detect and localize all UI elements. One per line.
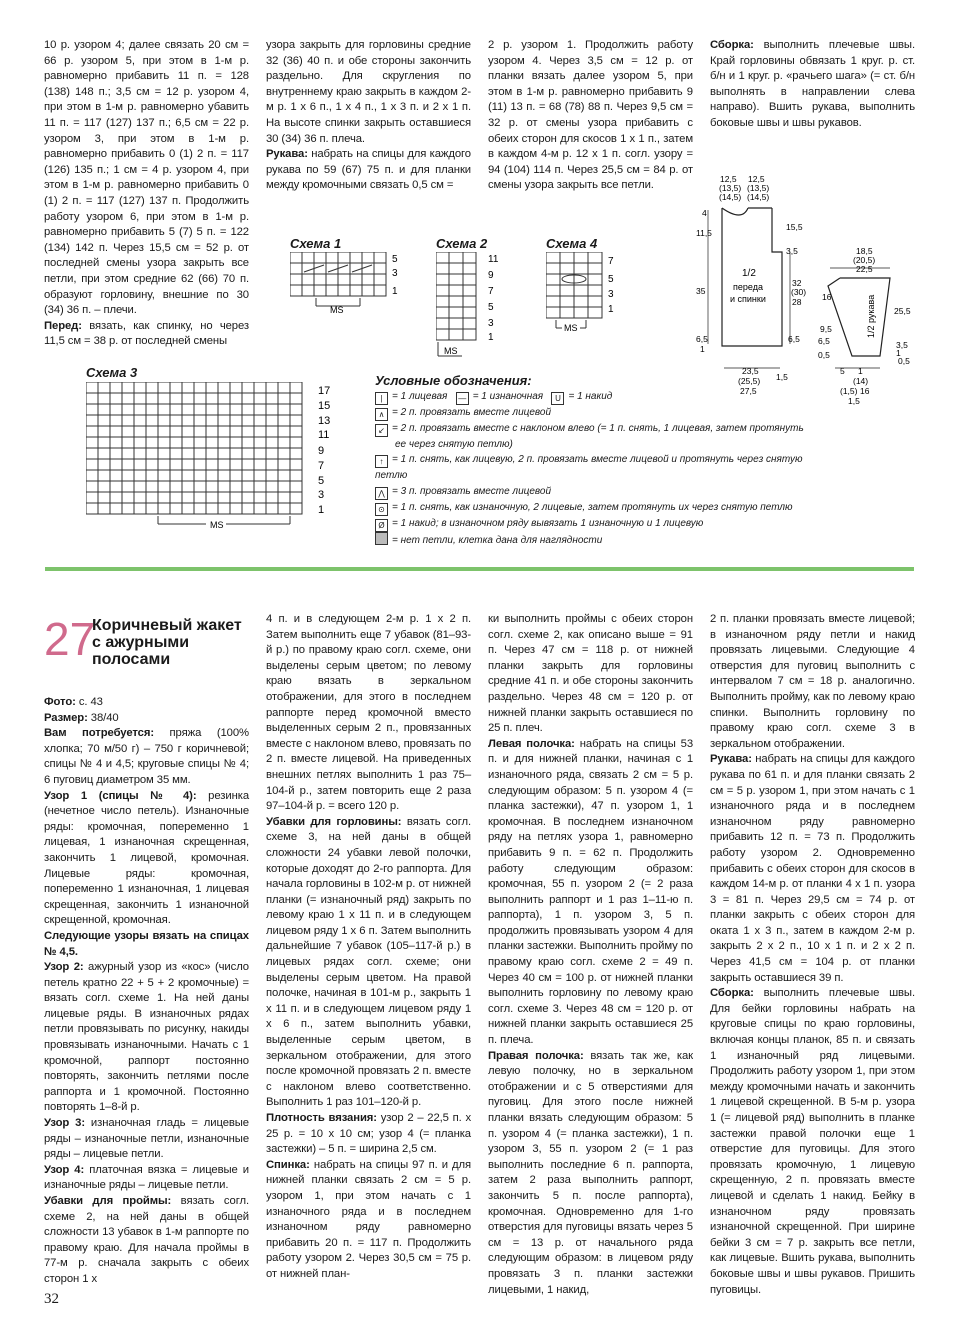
text-paragraph (710, 612, 915, 752)
scheme-2-row-label: 5 (488, 302, 494, 313)
dim-label: 23,5 (742, 366, 759, 376)
scheme-4-grid (546, 252, 626, 332)
scheme-2-grid (436, 252, 506, 362)
scheme-2-row-label: 3 (488, 318, 494, 329)
scheme-4-row-label: 7 (608, 256, 614, 267)
scheme-3-row-label: 9 (318, 445, 325, 457)
scheme-3-row-label: 1 (318, 504, 325, 516)
dim-label: 6,5 (696, 334, 708, 344)
paragraph-text: набрать на спицы для каждого рукава по 61 п. и для планки связать 2 см = 5 р. узором 1, при этом начать с 1 изнаночного ряда и в последнем изнаночном ряду равномерно прибавить 12 п. = 73 п. Продолжить работу узором 2. Одновременно прибавить с обеих сторон для скосов в каждом 14-м р. от планки 4 х 1 п. узора 3 = 81 п. Через 29,5 см = 74 р. от планки закрыть с обеих сторон для оката 1 х 3 п., затем в каждом 2-м р. закрыть 2 х 2 п., 10 х 1 п. и 2 х 2 п. Через 41,5 см = 104 р. от планки закрыть оставшиеся 39 п. (710, 753, 915, 984)
dim-label: (13,5) (747, 183, 770, 193)
legend-text: = 1 накид; в изнаночном ряду вывязать 1 изнаночную и 1 лицевую (392, 517, 704, 529)
text-paragraph (266, 1111, 471, 1158)
paragraph-text: набрать на спицы для каждого рукава по 59 (67) 75 п. и для планки между кромочными связать 0,5 см = (266, 148, 471, 192)
scheme-4-ms: MS (564, 323, 578, 332)
paragraph-text: вязать, как спинку, но через 11,5 см = 38 р. от последней смены (44, 319, 249, 348)
legend-row (375, 516, 835, 532)
legend-text: = 1 п. снять, как изнаночную, 2 лицевые, затем протянуть их через снятую петлю (392, 501, 793, 513)
knit-stitch-icon: | (375, 392, 388, 405)
scheme-3-row-label: 3 (318, 489, 325, 501)
legend-row (375, 437, 835, 453)
scheme-3-row-label: 13 (318, 415, 331, 427)
text-paragraph (266, 815, 471, 1111)
text-paragraph (710, 986, 915, 1298)
bottom-col-4 (710, 612, 915, 1298)
dim-label: 35 (696, 286, 706, 296)
paragraph-text: выполнить плечевые швы. Край горловины обвязать 1 круг. р. ст. б/н и 1 круг. р. «рачьего шага» (= ст. б/н выполнять в направлении слева направо). Вшить рукава, выполнить боковые швы и швы рукавов. (710, 39, 915, 129)
purl-stitch-icon: — (456, 392, 469, 405)
legend-text: = 1 накид (568, 390, 613, 402)
text-paragraph: 2 р. узором 1. Продолжить работу узором 4. Через 3,5 см = 12 р. от планки вязать далее узором 5, при этом в 1-м р. равномерно прибавить 9 (11) 13 п. = 68 (78) 88 п. Через 9,5 см = 32 р. от смены узора прибавить с обеих сторон для скосов 1 х 1 п., затем в каждом 4-м р. 12 х 1 п. согл. узору = 94 (104) 114 п. Через 25,5 см = 84 р. от смены узора закрыть все петли. (488, 39, 693, 192)
legend-text: = 1 п. снять, как лицевую, 2 п. провязать вместе лицевой и протянуть через снятую петлю (375, 454, 803, 481)
scheme-1-row-label: 1 (392, 286, 398, 297)
scheme-1-ms: MS (330, 305, 344, 315)
paragraph-text: вязать согл. схеме 2, на ней даны в общей сложности 13 убавок в 1-м раппорте по правому краю. Для начала проймы в 77-м р. сначала закрыть с обеих сторон 1 х (44, 1195, 249, 1285)
text-paragraph (488, 1049, 693, 1299)
dim-label: 15,5 (786, 222, 803, 232)
paragraph-text: набрать на спицы 97 п. и для нижней планки связать 2 см = 5 р. узором 1, при этом начать с 1 изнаночного ряда и в последнем изнаночном ряду равномерно прибавить 20 п. = 117 п. Продолжить работу узором 2. Через 30,5 см = 75 р. от нижней план- (266, 1158, 471, 1280)
paragraph-text: 4 п. и в следующем 2-м р. 1 х 2 п. Затем выполнить еще 7 убавок (81–93-й р.) по правому краю согл. схеме, они выделены серым цветом; по левому краю вязать в зеркальном отображении, для этого в последнем раппорте перед кромочной вместо выделенных серым 2 п., провязанных вместе с наклоном влево, провязать по 2 п. вместе лицевой. На приведенных внешних петлях выполнить 1 раз 75–104-й р., затем повторить еще 2 раза 97–104-й р. = всего 120 р. (266, 613, 471, 813)
dim-label: (14,5) (747, 192, 770, 202)
text-paragraph (44, 726, 249, 788)
paragraph-text: пряжа (100% хлопка; 70 м/50 г) – 750 г коричневой; спицы № 4 и 4,5; круговые спицы № 4; 6 пуговиц диаметром 35 мм. (44, 727, 249, 786)
legend-text: = нет петли, клетка дана для наглядности (392, 534, 603, 546)
section-divider (45, 567, 914, 571)
scheme-2-ms: MS (444, 346, 458, 356)
page-number: 32 (44, 1291, 59, 1307)
paragraph-text: с. 43 (75, 696, 103, 708)
piece-label: переда (733, 282, 763, 292)
dim-label: 12,5 (720, 174, 737, 184)
dim-label: 32 (792, 278, 802, 288)
paragraph-text: изнаночная гладь = лицевые ряды – изнаночные петли, изнаночные ряды – лицевые петли. (44, 1117, 249, 1161)
paragraph-label: Узор 2: (44, 961, 84, 974)
paragraph-label: Убавки для проймы: (44, 1195, 172, 1207)
dim-label: (20,5) (853, 255, 876, 265)
dim-label: 11,5 (696, 228, 712, 238)
scheme-3-title: Схема 3 (86, 365, 138, 380)
legend-text: = 2 п. провязать вместе с наклоном влево (= 1 п. снять, 1 лицевая, затем протянуть (392, 422, 804, 434)
paragraph-text: 2 п. планки провязать вместе лицевой; в изнаночном ряду петли и накид провязать лицевыми. Следующие 4 отверстия для пуговиц выполнить с интервалом 7 см = 18 р. аналогично. Выполнить пройму, как по левому краю спинки. Выполнить горловину по правому краю согл. схеме 3 в зеркальном отображении. (710, 613, 915, 750)
dim-label: 4 (702, 208, 707, 218)
sk2p-icon: ↑ (375, 455, 388, 468)
text-paragraph (44, 960, 249, 1116)
paragraph-label: Следующие узоры вязать на спицах № 4,5. (44, 929, 249, 958)
dim-label: 6,5 (818, 336, 830, 346)
top-col-3 (488, 38, 693, 194)
paragraph-label: Вам потребуется: (44, 727, 154, 740)
top-col-4 (710, 38, 915, 132)
piece-label: 1/2 (742, 268, 756, 279)
bottom-col-3 (488, 612, 693, 1298)
dim-label: 1,5 (776, 372, 788, 382)
scheme-3-ms: MS (210, 520, 224, 530)
scheme-1-row-label: 5 (392, 254, 398, 265)
dim-label: 1 (700, 344, 705, 354)
piece-label: 1/2 рукава (866, 294, 876, 338)
yarn-over-icon: U (551, 392, 564, 405)
text-paragraph (44, 1163, 249, 1194)
dim-label: 9,5 (820, 324, 832, 334)
paragraph-text: платочная вязка = лицевые и изнаночные ряды – лицевые петли. (44, 1163, 249, 1192)
paragraph-label: Узор 1 (спицы № 4): (44, 789, 197, 802)
paragraph-text: набрать на спицы 53 п. и для нижней планки, начиная с 1 изнаночного ряда, связать 2 см = 5 р. следующим образом: 5 п. узором 4 (= планка застежки), 47 п. узором 1, 1 кромочная. В последнем изнаночном ряду на петлях узора 1, равномерно прибавить 9 п. = 62 п. Продолжить работу следующим образом: кромочная, 55 п. узором 2 (= 2 раза выполнить раппорт и 1 раз 1–11-ю п. раппорта), 1 п. узором 3, 5 п. продолжить провязывать узором 4 для планки застежки. Выполнить пройму по правому краю согл. схеме 2 = 49 п. Через 40 см = 100 р. от нижней планки выполнить горловину по левому краю согл. схеме 3. Через 48 см = 120 р. от нижней планки закрыть оставшиеся 25 п. плеча. (488, 737, 693, 1047)
scheme-3-row-label: 11 (318, 429, 330, 441)
paragraph-label: Рукава: (266, 148, 308, 161)
paragraph-label: Узор 4: (44, 1163, 85, 1176)
dim-label: (13,5) (719, 183, 742, 193)
paragraph-text: ки выполнить проймы с обеих сторон согл. схеме 2, как описано выше = 91 п. Через 47 см = 118 р. от нижней планки закрыть для горловины средние 41 п. и обе стороны закончить раздельно. Через 48 см = 120 р. от нижней планки закрыть оставшиеся по 25 п. плеч. (488, 613, 693, 735)
scheme-2-title: Схема 2 (436, 236, 488, 251)
text-paragraph (266, 1158, 471, 1283)
legend-row (375, 484, 835, 500)
scheme-3-grid (86, 382, 341, 532)
text-paragraph (266, 612, 471, 815)
paragraph-label: Плотность вязания: (266, 1112, 377, 1124)
text-paragraph: узора закрыть для горловины средние 32 (36) 40 п. и обе стороны закончить раздельно. Для скругления по внутреннему краю закрыть в каждом 2-м р. 1 х 6 п., 1 х 4 п., 1 х 3 п. и 2 х 1 п. На высоте спинки закрыть оставшиеся 30 (34) 36 п. плеча. (266, 39, 471, 145)
paragraph-label: Спинка: (266, 1158, 310, 1171)
scheme-3-row-label: 17 (318, 385, 331, 397)
legend-title: Условные обозначения: (375, 373, 532, 388)
scheme-1-grid (290, 252, 410, 320)
scheme-3-row-label: 15 (318, 400, 331, 412)
text-paragraph (44, 695, 249, 711)
dim-label: 16 (860, 386, 870, 396)
top-col-2 (266, 38, 471, 194)
dim-label: 16 (822, 292, 832, 302)
dim-label: (30) (791, 287, 807, 297)
garment-pattern-diagram (690, 168, 920, 408)
text-paragraph (266, 147, 471, 194)
paragraph-label: Узор 3: (44, 1117, 85, 1130)
double-yarn-over-icon: Ø (375, 519, 388, 532)
dim-label: 1 (858, 366, 863, 376)
text-paragraph (44, 1194, 249, 1288)
scheme-2-row-label: 11 (488, 254, 499, 265)
text-paragraph (44, 929, 249, 960)
top-col-1 (44, 38, 249, 350)
dim-label: (1,5) (840, 386, 858, 396)
dim-label: 0,5 (818, 350, 830, 360)
scheme-4-row-label: 3 (608, 289, 614, 300)
paragraph-label: Фото: (44, 696, 76, 708)
paragraph-text: узор 2 – 22,5 п. х 25 р. = 10 х 10 см; узор 4 (= планка застежки) – 5 п. = ширина 2,5 см. (266, 1112, 472, 1156)
dim-label: 12,5 (748, 174, 765, 184)
scheme-4-row-label: 1 (608, 304, 614, 315)
legend-row (375, 421, 835, 437)
scheme-2-row-label: 1 (488, 332, 494, 343)
dim-label: (14,5) (719, 192, 742, 202)
paragraph-label: Размер: (44, 711, 88, 724)
dim-label: 3,5 (786, 246, 798, 256)
text-paragraph (488, 612, 693, 737)
scheme-2-row-label: 7 (488, 286, 494, 297)
legend-row (375, 500, 835, 516)
section-title: Коричневый жакет с ажурными полосами (92, 617, 242, 668)
paragraph-label: Сборка: (710, 987, 754, 1000)
text-paragraph (44, 319, 249, 350)
no-stitch-icon (375, 532, 388, 545)
paragraph-label: Сборка: (710, 39, 754, 51)
dim-label: 18,5 (856, 246, 873, 256)
dim-label: 5 (840, 366, 845, 376)
scheme-1-row-label: 3 (392, 268, 398, 279)
scheme-3-row-label: 7 (318, 460, 325, 472)
scheme-3-row-label: 5 (318, 475, 325, 487)
paragraph-text: резинка (нечетное число петель). Изнаночные ряды: кромочная, попеременно 1 лицевая, 1 изнаночная скрещенная, закончить 1 лицевой, кромочная. Лицевые ряды: кромочная, попеременно 1 изнаночная, 1 лицевая скрещенная, закончить 1 изнаночной скрещенной, кромочная. (44, 789, 250, 927)
dim-label: (25,5) (738, 376, 761, 386)
dim-label: 0,5 (898, 356, 910, 366)
text-paragraph (710, 38, 915, 132)
paragraph-label: Левая полочка: (488, 737, 575, 750)
legend-text: = 1 изнаночная (472, 390, 544, 402)
dim-label: 27,5 (740, 386, 757, 396)
paragraph-text: вязать согл. схеме 3, на ней даны в общей сложности 24 убавки левой полочки, которые доходят до 2-го раппорта. Для начала горловины в 102-м р. от нижней планки (= изнаночный ряд) закрыть по левому краю 1 х 11 п. и в следующем лицевом ряду 1 х 6 п. Затем выполнить дальнейшие 7 убавок (105–117-й р.) в лицевых рядах согл. схеме; они выделены серым цветом. На правой полочке, начиная в 101-м р., закрыть 1 х 11 п. и в следующем лицевом ряду 1 х 6 п., затем выполнить убавки, выделенные серым цветом, в зеркальном отображении, для этого после кромочной провязать 2 п. вместе с наклоном влево соответственно. Выполнить 1 раз 101–120-й р. (266, 815, 472, 1109)
bottom-col-2 (266, 612, 471, 1283)
text-paragraph (44, 1116, 249, 1163)
dim-label: 22,5 (856, 264, 873, 274)
piece-label: и спинки (730, 294, 766, 304)
scheme-4-title: Схема 4 (546, 236, 598, 251)
legend-row (375, 452, 835, 484)
paragraph-text: вязать так же, как левую полочку, но в зеркальном отображении и с 5 отверстиями для пуговиц. Для этого после нижней планки вязать следующим образом: 5 п. узором 4 (= планка застежки), 1 п. узором 3, 55 п. узором 2 (= 1 раз выполнить последние 6 п. раппорта, затем 2 раза выполнить раппорт, закончить 5 п. после раппорта), кромочная. Одновременно для 1-го отверстия для пуговицы вязать через 5 см = 13 р. от начального ряда следующим образом: в лицевом ряду провязать 3 п. планки застежки лицевыми, 1 накид, (488, 1049, 693, 1296)
dim-label: 3,5 (896, 340, 908, 350)
legend-row (375, 532, 835, 549)
k3tog-icon: ⋀ (375, 487, 388, 500)
text-paragraph: 10 р. узором 4; далее связать 20 см = 66 р. узором 5, при этом в 1-м р. равномерно прибавить 11 п. = 128 (138) 148 п.; 3,5 см = 12 р. узором 4, при этом в 1-м р. равномерно убавить 11 п. = 117 (127) 137 п.; 6,5 см = 22 р. узором 3, при этом в 1-м р. равномерно прибавить 0 (1) 2 п. = 117 (126) 135 п.; 1 см = 4 р. узором 4, при этом в 1-м р. равномерно прибавить 0 (1) 2 п. = 117 (127) 137 п. Продолжить работу узором 6, при этом в 1-м р. равномерно прибавить 5 (7) 5 п. = 122 (134) 142 п. Через 15,5 см = 52 р. от последней смены узора закрыть все петли, при этом средние 62 (66) 70 п. образуют горловину, внешние по 30 (34) 36 п. – плечи. (44, 39, 249, 317)
dim-label: 28 (792, 297, 802, 307)
scheme-1-title: Схема 1 (290, 236, 342, 251)
paragraph-text: ажурный узор из «кос» (число петель кратно 22 + 5 + 2 кромочные) = вязать согл. схеме 1. На ней даны лицевые ряды. В изнаночных рядах петли провязывать по рисунку, накиды провязывать изнаночными. Начать с 1 кромочной, раппорт постоянно повторять, закончить петлями после раппорта и 1 кромочной. Постоянно повторять 1–8-й р. (44, 961, 249, 1114)
dim-label: 25,5 (894, 306, 911, 316)
text-paragraph (44, 711, 249, 727)
scheme-2-row-label: 9 (488, 270, 494, 281)
dim-label: 1,5 (848, 396, 860, 406)
bottom-col-1 (44, 695, 249, 1288)
legend-text: = 1 лицевая (392, 390, 448, 402)
text-paragraph (710, 752, 915, 986)
scheme-4-row-label: 5 (608, 274, 614, 285)
paragraph-label: Правая полочка: (488, 1049, 584, 1062)
paragraph-label: Перед: (44, 319, 82, 332)
dim-label: 6,5 (788, 334, 800, 344)
legend-text: ее через снятую петлю) (395, 438, 513, 450)
text-paragraph (44, 789, 249, 929)
text-paragraph (488, 737, 693, 1049)
ssk-icon: ↙ (375, 424, 388, 437)
slip-pass-icon: ⊙ (375, 503, 388, 516)
dim-label: (14) (853, 376, 869, 386)
paragraph-text: выполнить плечевые швы. Для бейки горловины набрать на круговые спицы по краю горловины, включая концы планок, 85 п. и связать 1 изнаночный ряд лицевыми. Продолжить работу узором 1, при этом между кромочными начать и закончить 1 лицевой скрещенной. В 5-м р. узора 1 (= лицевой ряд) выполнить в планке застежки правой полочки еще 1 отверстие для пуговицы. Для этого провязать кромочную, 1 лицевую скрещенную, 2 п. провязать вместе лицевой и сделать 1 накид. Бейку в изнаночном ряду провязать изнаночной скрещенной. При ширине бейки 3 см = 7 р. закрыть все петли, как лицевые. Вшить рукава, выполнить боковые швы и швы рукавов. Пришить пуговицы. (710, 987, 915, 1296)
paragraph-text: 38/40 (87, 711, 119, 724)
legend-text: = 3 п. провязать вместе лицевой (392, 485, 552, 497)
dim-label: 1 (896, 348, 901, 358)
k2tog-icon: ∧ (375, 408, 388, 421)
paragraph-label: Убавки для горловины: (266, 815, 402, 828)
paragraph-label: Рукава: (710, 753, 752, 766)
section-number: 27 (44, 613, 96, 665)
legend-text: = 2 п. провязать вместе лицевой (392, 406, 552, 418)
